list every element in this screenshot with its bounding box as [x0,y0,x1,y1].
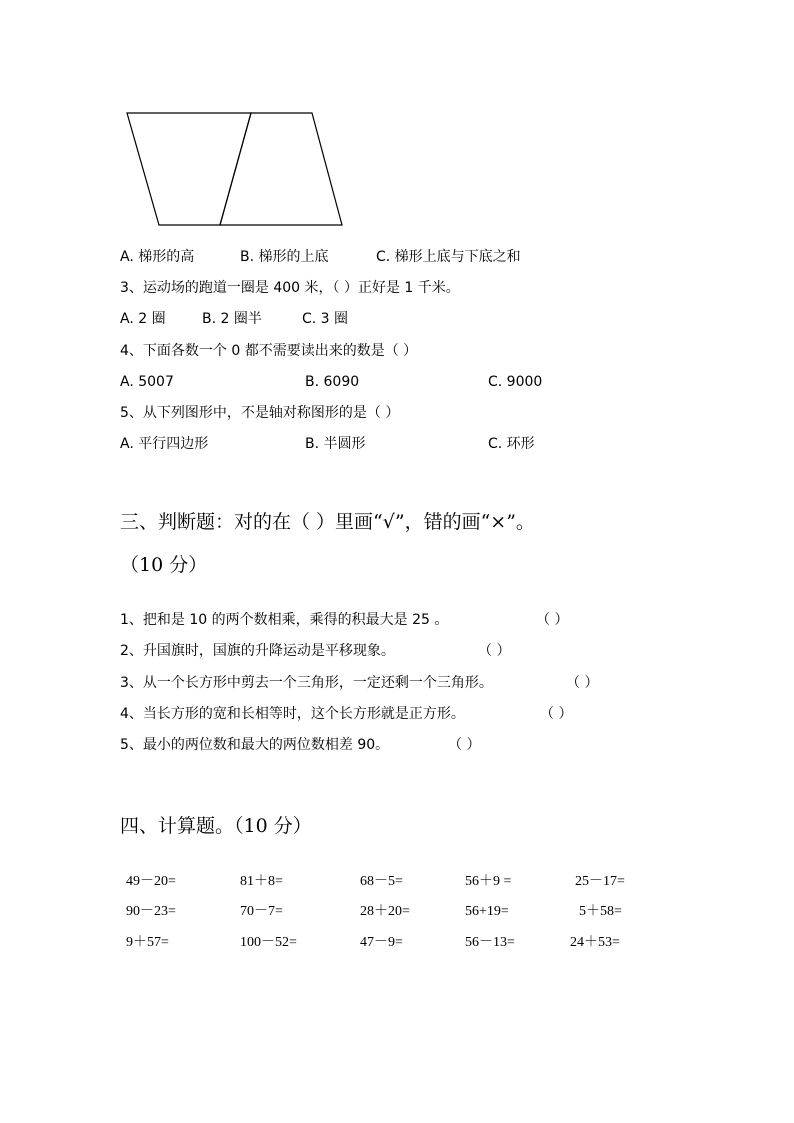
q4-option-a: A. 5007 [120,374,174,390]
calc-r3c1: 9＋57= [126,935,169,950]
calc-r3c5: 24＋53= [570,935,620,950]
q3-text: 3、运动场的跑道一圈是 400 米，（ ）正好是 1 千米。 [120,280,460,296]
calc-r2c3: 28＋20= [360,904,410,919]
q5-option-c: C. 环形 [488,436,535,452]
calc-r1c3: 68－5= [360,874,403,889]
judge-paren-4: （ ） [540,706,573,722]
judge-item-4: 4、当长方形的宽和长相等时，这个长方形就是正方形。 [120,706,465,722]
judge-paren-1: （ ） [536,612,569,628]
judge-item-1: 1、把和是 10 的两个数相乘，乘得的积最大是 25 。 [120,612,449,628]
q3-option-c: C. 3 圈 [302,311,349,327]
judge-paren-5: （ ） [448,737,481,753]
q3-option-b: B. 2 圈半 [202,311,262,327]
q2-option-c: C. 梯形上底与下底之和 [376,249,521,265]
section3-title: 三、判断题：对的在（ ）里画“√”，错的画“×”。 [120,511,535,533]
section4-title: 四、计算题。（10 分） [120,815,312,837]
q5-text: 5、从下列图形中，不是轴对称图形的是（ ） [120,405,400,421]
left-shape [127,113,251,225]
calc-r1c4: 56＋9 = [465,874,512,889]
q3-option-a: A. 2 圈 [120,311,166,327]
calc-r3c4: 56－13= [465,935,515,950]
judge-paren-3: （ ） [566,675,599,691]
judge-paren-2: （ ） [478,643,511,659]
calc-r1c1: 49－20= [126,874,176,889]
q2-option-b: B. 梯形的上底 [240,249,329,265]
trapezoid-figure [124,110,346,228]
q2-option-a: A. 梯形的高 [120,249,195,265]
calc-r2c2: 70－7= [240,904,283,919]
calc-r3c2: 100－52= [240,935,297,950]
calc-r2c4: 56+19= [465,904,509,919]
q5-option-a: A. 平行四边形 [120,436,209,452]
right-shape [220,113,342,225]
calc-r2c1: 90－23= [126,904,176,919]
judge-item-3: 3、从一个长方形中剪去一个三角形，一定还剩一个三角形。 [120,675,493,691]
calc-r2c5: 5＋58= [579,904,622,919]
section3-score: （10 分） [120,554,208,576]
q5-option-b: B. 半圆形 [305,436,366,452]
judge-item-2: 2、升国旗时，国旗的升降运动是平移现象。 [120,643,395,659]
judge-item-5: 5、最小的两位数和最大的两位数相差 90。 [120,737,390,753]
q4-option-c: C. 9000 [488,374,543,390]
q4-option-b: B. 6090 [305,374,360,390]
calc-r1c5: 25－17= [575,874,625,889]
calc-r3c3: 47－9= [360,935,403,950]
calc-r1c2: 81＋8= [240,874,283,889]
q4-text: 4、下面各数一个 0 都不需要读出来的数是（ ） [120,343,418,359]
